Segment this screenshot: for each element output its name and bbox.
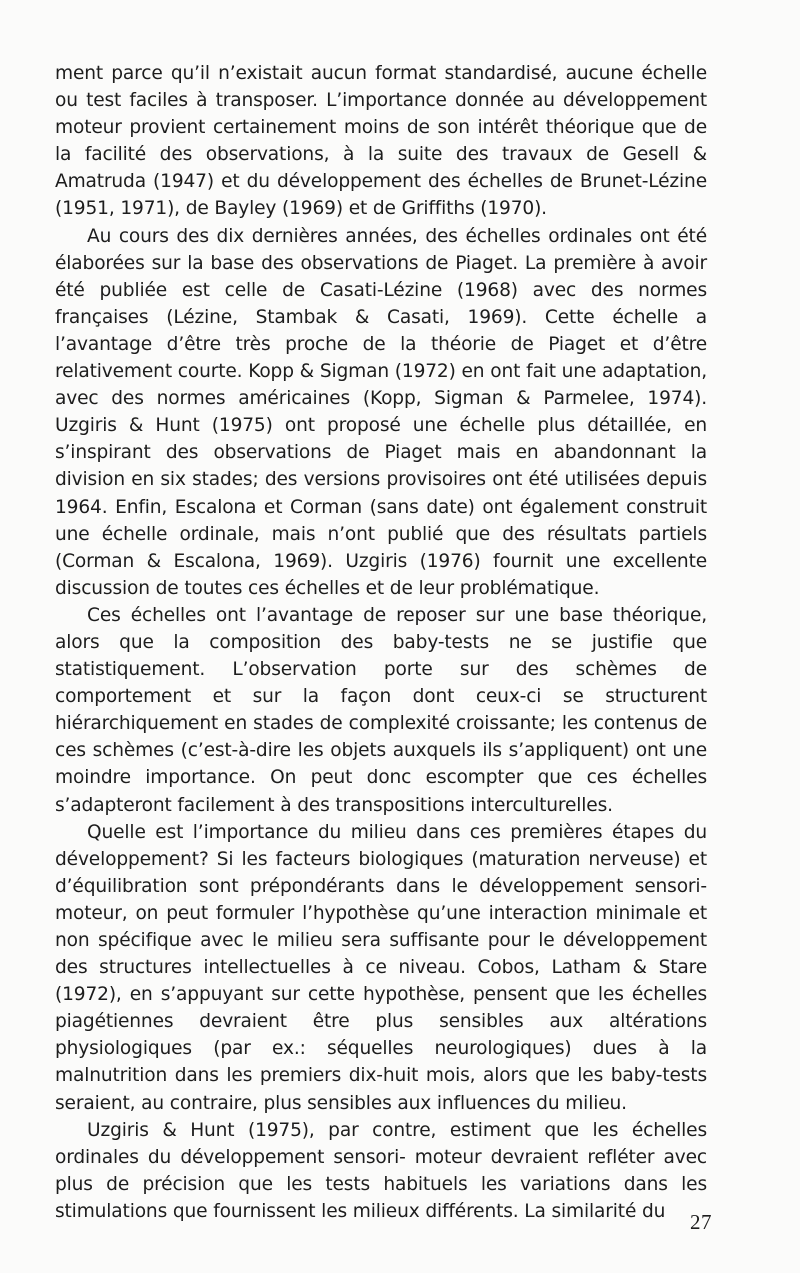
paragraph-2: Au cours des dix dernières années, des échelles ordinales ont été élaborées sur la base des observations de Piaget. La première à avoir été publiée est celle de Casati-Lézine (1968) avec des normes françaises (Lézine, Stambak & Casati, 1969). Cette échelle a l’avantage d’être très proche de la théorie de Piaget et d’être relativement courte. Kopp & Sigman (1972) en ont fait une adaptation, avec des normes américaines (Kopp, Sigman & Parmelee, 1974). Uzgiris & Hunt (1975) ont proposé une échelle plus détaillée, en s’inspirant des observations de Piaget mais en abandonnant la division en six stades; des versions provisoires ont été utilisées depuis 1964. Enfin, Escalona et Corman (sans date) ont également construit une échelle ordinale, mais n’ont publié que des résultats partiels (Corman & Escalona, 1969). Uzgiris (1976) fournit une excellente discussion de toutes ces échelles et de leur problématique. — [55, 225, 707, 599]
body-text — [55, 60, 707, 1225]
paragraph-5: Uzgiris & Hunt (1975), par contre, estiment que les échelles ordinales du développement sensori- moteur devraient refléter avec plus de précision que les tests habituels les variations dans les stimulations que fournissent les milieux différents. La similarité du — [55, 1119, 707, 1222]
paragraph-3: Ces échelles ont l’avantage de reposer sur une base théorique, alors que la composition des baby-tests ne se justifie que statistiquement. L’observation porte sur des schèmes de comportement et sur la façon dont ceux-ci se structurent hiérarchiquement en stades de complexité croissante; les contenus de ces schèmes (c’est-à-dire les objets auxquels ils s’appliquent) ont une moindre importance. On peut donc escompter que ces échelles s’adapteront facilement à des transpositions interculturelles. — [55, 604, 707, 816]
paragraph-1: ment parce qu’il n’existait aucun format standardisé, aucune échelle ou test faciles à transposer. L’importance donnée au développement moteur provient certainement moins de son intérêt théorique que de la facilité des observations, à la suite des travaux de Gesell & Amatruda (1947) et du développement des échelles de Brunet-Lézine (1951, 1971), de Bayley (1969) et de Griffiths (1970). — [55, 63, 707, 220]
page-number: 27 — [690, 1210, 712, 1234]
page-body — [55, 60, 707, 1225]
paragraph-4: Quelle est l’importance du milieu dans ces premières étapes du développement? Si les facteurs biologiques (maturation nerveuse) et d’équilibration sont prépondérants dans le développement sensori-moteur, on peut formuler l’hypothèse qu’une interaction minimale et non spécifique avec le milieu sera suffisante pour le développement des structures intellectuelles à ce niveau. Cobos, Latham & Stare (1972), en s’appuyant sur cette hypothèse, pensent que les échelles piagétiennes devraient être plus sensibles aux altérations physiologiques (par ex.: séquelles neurologiques) dues à la malnutrition dans les premiers dix-huit mois, alors que les baby-tests seraient, au contraire, plus sensibles aux influences du milieu. — [55, 821, 707, 1114]
